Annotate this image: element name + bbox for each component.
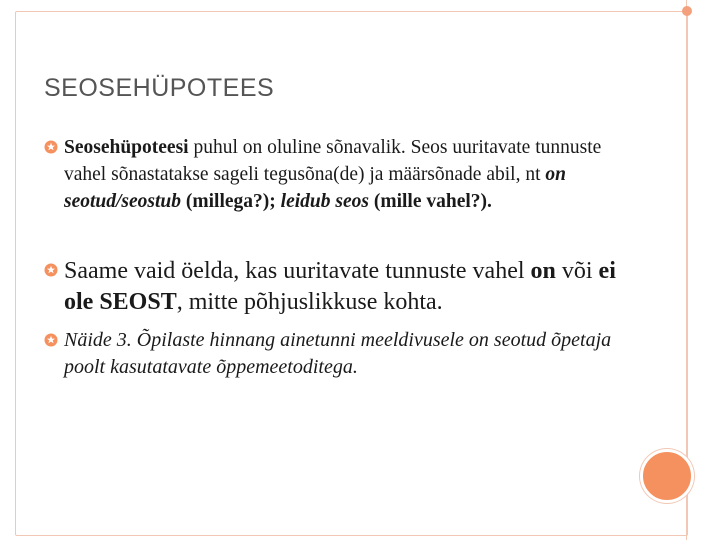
decorative-dot xyxy=(682,6,692,16)
bullet-icon xyxy=(44,263,58,277)
bullet-text-3 xyxy=(64,327,624,381)
text-run: Seosehüpoteesi xyxy=(64,137,189,158)
text-run: ei ole SEOST xyxy=(64,258,616,315)
bullet-text-2 xyxy=(64,256,644,318)
text-run: Näide 3. Õpilaste hinnang ainetunni meeldivusele on seotud õpetaja poolt kasutatavate õppemeetoditega. xyxy=(64,329,612,378)
bullet-text-1 xyxy=(64,134,624,215)
text-run: puhul on oluline sõnavalik. Seos uuritavate tunnuste vahel sõnastatakse sageli tegusõna(de) ja määrsõnade abil, nt xyxy=(64,137,602,185)
text-run: (mille vahel?). xyxy=(368,191,492,212)
text-run: või xyxy=(555,258,599,284)
bullet-icon xyxy=(44,140,58,154)
text-run: Saame vaid öelda, kas uuritavate tunnuste vahel xyxy=(64,258,531,284)
slide-title: SEOSEHÜPOTEES xyxy=(44,74,275,102)
text-run: , mitte põhjuslikkuse kohta. xyxy=(176,289,443,315)
decorative-circle xyxy=(640,449,694,503)
text-run: (millega?); xyxy=(181,191,281,212)
text-run: on xyxy=(530,258,556,284)
text-run: on seotud/seostub xyxy=(64,164,566,212)
bullet-icon xyxy=(44,333,58,347)
text-run: leidub seos xyxy=(280,191,369,212)
